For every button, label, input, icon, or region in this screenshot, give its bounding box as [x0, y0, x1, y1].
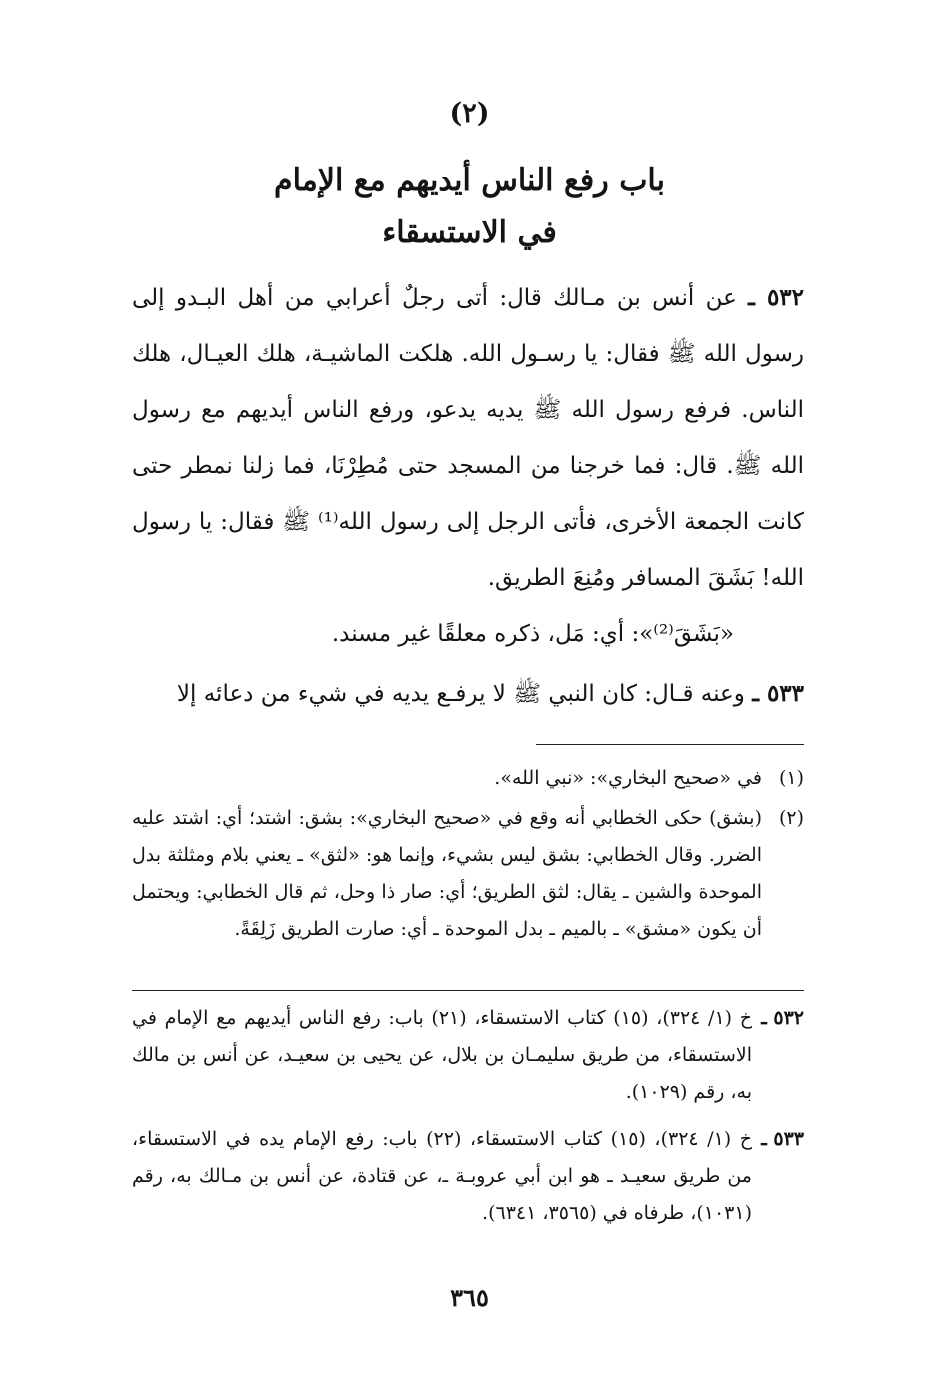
takhrij-text: خ (١/ ٣٢٤)، (١٥) كتاب الاستسقاء، (٢٢) باب: رفع الإمام يده في الاستسقاء، من طريق سعيـد ـ هو ابن أبي عروبـة ـ، عن قتادة، عن أنس بن مـالك به، رقم (١٠٣١)، طرفاه في (٣٥٦٥، ٦٣٤١). — [132, 1128, 752, 1224]
chapter-title — [0, 155, 939, 259]
hadith-532-number: ٥٣٢ ـ — [748, 284, 804, 311]
footnote-number: (٢) — [778, 807, 804, 829]
chapter-title-line-1: باب رفع الناس أيديهم مع الإمام — [274, 163, 665, 198]
footnote-text: (بشق) حكى الخطابي أنه وقع في «صحيح البخاري»: بشق: اشتد؛ أي: اشتد عليه الضرر. وقال الخطابي: بشق ليس بشيء، وإنما هو: «لثق» ـ يعني بلام ومثلثة بدل الموحدة والشين ـ يقال: لثق الطريق؛ أي: صار ذا وحل، ثم قال الخطابي: ويحتمل أن يكون «مشق» ـ بالميم ـ بدل الموحدة ـ أي: صارت الطريق زَلِقَةً. — [132, 807, 762, 940]
footnote-divider — [536, 744, 804, 745]
hadith-533-number: ٥٣٣ ـ — [752, 680, 804, 707]
hadith-533 — [132, 666, 804, 722]
main-text — [132, 270, 804, 722]
takhrij-532 — [132, 1000, 804, 1111]
footnote-text: في «صحيح البخاري»: «نبي الله». — [494, 767, 762, 789]
hadith-533-text: وعنه قـال: كان النبي ﷺ لا يرفـع يديه في شيء من دعائه إلا — [176, 681, 745, 707]
footnotes — [132, 760, 804, 951]
footnote-1 — [132, 760, 804, 797]
takhrij-533 — [132, 1121, 804, 1232]
section-number: (٢) — [449, 98, 490, 129]
takhrij-notes — [132, 1000, 804, 1242]
takhrij-number: ٥٣٣ ـ — [761, 1128, 804, 1150]
chapter-title-line-2: في الاستسقاء — [382, 215, 557, 250]
takhrij-text: خ (١/ ٣٢٤)، (١٥) كتاب الاستسقاء، (٢١) باب: رفع الناس أيديهم مع الإمام في الاستسقاء، من طريق سليمـان بن بلال، عن يحيى بن سعيـد، عن أنس بن مالك به، رقم (١٠٢٩). — [132, 1007, 752, 1103]
hadith-532 — [132, 270, 804, 606]
takhrij-divider — [132, 990, 804, 991]
gloss-bashaqa: «بَشَقَ⁽²⁾»: أي: مَل، ذكره معلقًا غير مسند. — [331, 621, 734, 647]
hadith-532-text: عن أنس بن مـالك قال: أتى رجلٌ أعرابي من أهل البـدو إلى رسول الله ﷺ فقال: يا رسـول الله. هلكت الماشيـة، هلك العيـال، هلك الناس. فرفع رسول الله ﷺ يديه يدعو، ورفع الناس أيديهم مع رسول الله ﷺ. قال: فما خرجنا من المسجد حتى مُطِرْنَا، فما زلنا نمطر حتى كانت الجمعة الأخرى، فأتى الرجل إلى رسول الله⁽¹⁾ ﷺ فقال: يا رسول الله! بَشَقَ المسافر ومُنِعَ الطريق. — [132, 285, 805, 591]
takhrij-number: ٥٣٢ ـ — [761, 1007, 804, 1029]
page-number: ٣٦٥ — [450, 1283, 489, 1312]
footnote-2 — [132, 800, 804, 948]
footnote-number: (١) — [778, 767, 804, 789]
